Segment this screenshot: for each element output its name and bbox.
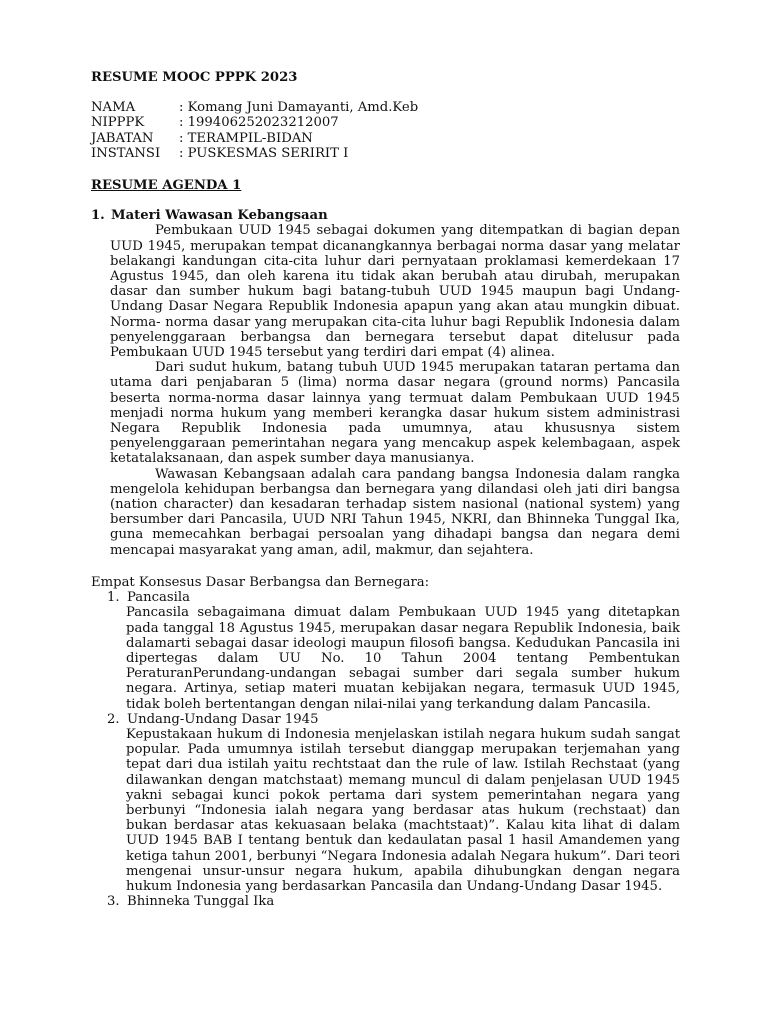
meta-key: NIPPPK: [91, 115, 145, 131]
list-item-number: 3.: [107, 894, 120, 910]
meta-value: : Komang Juni Damayanti, Amd.Keb: [179, 100, 419, 116]
list-item-text: Pancasila sebagaimana dimuat dalam Pembukaan UUD 1945 yang ditetapkan pada tanggal 18 Agustus 1945, merupakan dasar negara Republik Indonesia, baik dalamarti sebagai dasar ideologi maupun filosofi bangsa. Kedudukan Pancasila ini dipertegas dalam UU No. 10 Tahun 2004 tentang Pembentukan PeraturanPerundang-undangan sebagai sumber dari segala sumber hukum negara. Artinya, setiap materi muatan kebijakan negara, termasuk UUD 1945, tidak boleh bertentangan dengan nilai-nilai yang terkandung dalam Pancasila.: [126, 605, 680, 712]
body-paragraph: Dari sudut hukum, batang tubuh UUD 1945 merupakan tataran pertama dan utama dari penjabaran 5 (lima) norma dasar negara (ground norms) Pancasila beserta norma-norma dasar lainnya yang termuat dalam Pembukaan UUD 1945 menjadi norma hukum yang memberi kerangka dasar hukum sistem administrasi Negara Republik Indonesia pada umumnya, atau khususnya sistem penyelenggaraan pemerintahan negara yang mencakup aspek kelembagaan, aspek ketatalaksanaan, dan aspek sumber daya manusianya.: [110, 360, 680, 467]
list-lead: Empat Konsesus Dasar Berbangsa dan Bernegara:: [91, 574, 430, 590]
meta-key: INSTANSI: [91, 145, 161, 161]
meta-row-nama: [91, 100, 680, 115]
meta-key: JABATAN: [91, 130, 154, 146]
document-title: RESUME MOOC PPPK 2023: [91, 70, 298, 85]
body-paragraph: Wawasan Kebangsaan adalah cara pandang bangsa Indonesia dalam rangka mengelola kehidupan berbangsa dan bernegara yang dilandasi oleh jati diri bangsa (nation character) dan kesadaran terhadap sistem nasional (national system) yang bersumber dari Pancasila, UUD NRI Tahun 1945, NKRI, dan Bhinneka Tunggal Ika, guna memecahkan berbagai persoalan yang dihadapi bangsa dan negara demi mencapai masyarakat yang aman, adil, makmur, dan sejahtera.: [110, 466, 680, 558]
consensus-list: [91, 590, 680, 909]
meta-key: NAMA: [91, 100, 136, 116]
meta-row-instansi: [91, 146, 680, 161]
list-item-title: [107, 894, 680, 909]
list-item-number: 1.: [107, 590, 120, 606]
list-item-text: Kepustakaan hukum di Indonesia menjelaskan istilah negara hukum sudah sangat popular. Pada umumnya istilah tersebut dianggap merupakan terjemahan yang tepat dari dua istilah yaitu rechtstaat dan the rule of law. Istilah Rechstaat (yang dilawankan dengan matchstaat) memang muncul di dalam penjelasan UUD 1945 yakni sebagai kunci pokok pertama dari system pemerintahan negara yang berbunyi “Indonesia ialah negara yang berdasar atas hukum (rechstaat) dan bukan berdasar atas kekuasaan belaka (machtstaat)”. Kalau kita lihat di dalam UUD 1945 BAB I tentang bentuk dan kedaulatan pasal 1 hasil Amandemen yang ketiga tahun 2001, berbunyi “Negara Indonesia adalah Negara hukum”. Dari teori mengenai unsur-unsur negara hukum, apabila dihubungkan dengan negara hukum Indonesia yang berdasarkan Pancasila dan Undang-Undang Dasar 1945.: [126, 726, 680, 894]
identity-block: [91, 100, 680, 161]
meta-row-nipppk: [91, 115, 680, 130]
list-item-label: Pancasila: [127, 590, 190, 606]
meta-value: : TERAMPIL-BIDAN: [179, 130, 313, 146]
list-item-number: 2.: [107, 711, 120, 727]
list-item-title: [107, 712, 680, 727]
list-item-label: Bhinneka Tunggal Ika: [127, 894, 275, 910]
section-heading: RESUME AGENDA 1: [91, 178, 242, 194]
list-item-label: Undang-Undang Dasar 1945: [127, 711, 319, 727]
meta-row-jabatan: [91, 131, 680, 146]
meta-value: : PUSKESMAS SERIRIT I: [179, 145, 349, 161]
list-item-title: [107, 590, 680, 605]
topic-heading: [91, 208, 680, 223]
meta-value: : 199406252023212007: [179, 115, 339, 131]
topic-number: 1.: [91, 208, 105, 224]
topic-title: Materi Wawasan Kebangsaan: [111, 208, 328, 224]
body-paragraph: Pembukaan UUD 1945 sebagai dokumen yang ditempatkan di bagian depan UUD 1945, merupakan tempat dicanangkannya berbagai norma dasar yang melatar belakangi kandungan cita-cita luhur dari pernyataan proklamasi kemerdekaan 17 Agustus 1945, dan oleh karena itu tidak akan berubah atau dirubah, merupakan dasar dan sumber hukum bagi batang-tubuh UUD 1945 maupun bagi Undang-Undang Dasar Negara Republik Indonesia apapun yang akan atau mungkin dibuat. Norma- norma dasar yang merupakan cita-cita luhur bagi Republik Indonesia dalam penyelenggaraan berbangsa dan bernegara tersebut dapat ditelusur pada Pembukaan UUD 1945 tersebut yang terdiri dari empat (4) alinea.: [110, 223, 680, 361]
